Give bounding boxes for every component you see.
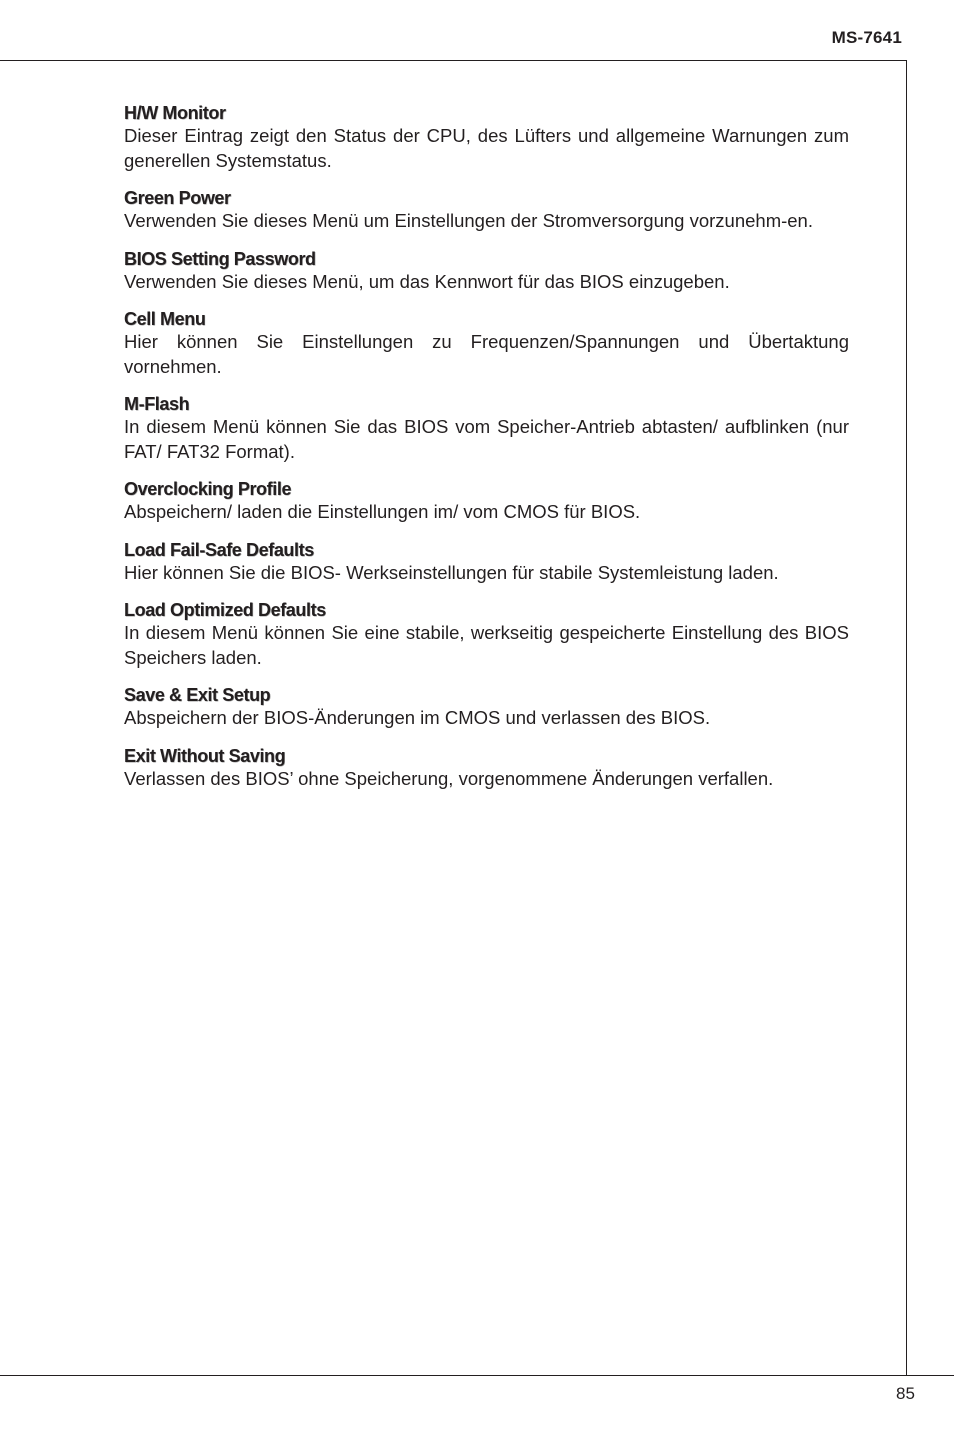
entry-overclocking-profile xyxy=(124,478,849,525)
margin-rule xyxy=(906,60,907,1376)
entry-title: Green Power xyxy=(124,188,231,208)
entry-load-fail-safe-defaults xyxy=(124,539,849,586)
model-number: MS-7641 xyxy=(831,28,902,47)
entry-description: Hier können Sie Einstellungen zu Frequenzen/Spannungen und Übertaktung vornehmen. xyxy=(124,331,849,377)
entry-title: M-Flash xyxy=(124,394,190,414)
entry-description: Verwenden Sie dieses Menü, um das Kennwort für das BIOS einzugeben. xyxy=(124,270,730,292)
entry-title: Exit Without Saving xyxy=(124,745,286,766)
entry-description: Verwenden Sie dieses Menü um Einstellungen der Stromversorgung vorzunehm-en. xyxy=(124,210,813,231)
entry-exit-without-saving xyxy=(124,745,849,792)
entry-title: Cell Menu xyxy=(124,309,206,329)
entry-description: Hier können Sie die BIOS- Werkseinstellungen für stabile Systemleistung laden. xyxy=(124,561,779,583)
entry-m-flash xyxy=(124,393,849,464)
entry-title: Load Fail-Safe Defaults xyxy=(124,539,314,560)
entry-description: In diesem Menü können Sie das BIOS vom Speicher-Antrieb abtasten/ aufblinken (nur FAT/ FAT32 Format). xyxy=(124,416,849,462)
menu-descriptions xyxy=(124,102,849,805)
entry-title: Overclocking Profile xyxy=(124,479,292,499)
header-rule xyxy=(0,60,907,61)
entry-description: Abspeichern der BIOS-Änderungen im CMOS und verlassen des BIOS. xyxy=(124,707,711,728)
page-number: 85 xyxy=(896,1384,915,1403)
entry-title: BIOS Setting Password xyxy=(124,248,316,269)
entry-description: Dieser Eintrag zeigt den Status der CPU, des Lüfters und allgemeine Warnungen zum generellen Systemstatus. xyxy=(124,125,849,171)
entry-title: Save & Exit Setup xyxy=(124,685,271,705)
entry-load-optimized-defaults xyxy=(124,599,849,670)
entry-description: In diesem Menü können Sie eine stabile, werkseitig gespeicherte Einstellung des BIOS Speichers laden. xyxy=(124,622,849,668)
entry-description: Abspeichern/ laden die Einstellungen im/ vom CMOS für BIOS. xyxy=(124,501,641,522)
entry-title: H/W Monitor xyxy=(124,103,226,123)
entry-title: Load Optimized Defaults xyxy=(124,600,326,620)
entry-cell-menu xyxy=(124,308,849,379)
footer-rule xyxy=(0,1375,954,1376)
entry-save-exit-setup xyxy=(124,684,849,731)
entry-hw-monitor xyxy=(124,102,849,173)
entry-green-power xyxy=(124,187,849,234)
entry-bios-setting-password xyxy=(124,248,849,295)
entry-description: Verlassen des BIOS’ ohne Speicherung, vorgenommene Änderungen verfallen. xyxy=(124,767,774,789)
